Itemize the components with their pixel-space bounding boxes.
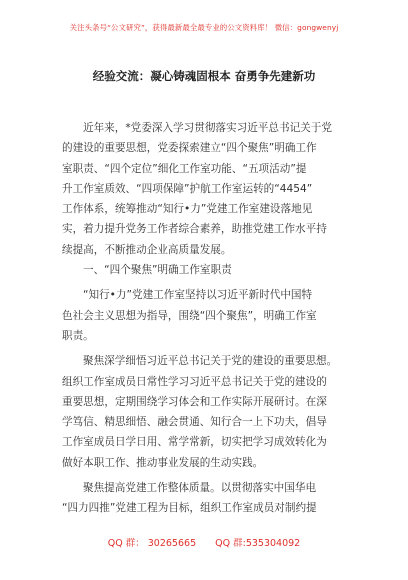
section-heading: 一、“四个聚焦”明确工作室职责 — [83, 264, 232, 277]
paragraph-line: “知行•力”党建工作室坚持以习近平新时代中国特 — [83, 289, 313, 302]
paragraph-line: 工作体系，统筹推动“知行•力”党建工作室建设落地见 — [62, 203, 313, 216]
paragraph-line: 升工作室质效、“四项保障”护航工作室运转的“4454” — [62, 182, 313, 195]
paragraph-line: 室职责、“四个定位”细化工作室功能、“五项活动”提 — [62, 162, 307, 175]
paragraph-line: 实，着力提升党务工作者综合素养，助推党建工作水平持 — [62, 223, 327, 236]
top-banner: 关注头条号“公文研究”，获得最新最全最专业的公文资料库！ 微信：gongwenyj — [69, 23, 339, 32]
footer — [0, 535, 408, 549]
paragraph-line: 学笃信、精思细悟、融会贯通、知行合一上下功夫，倡导 — [62, 416, 327, 429]
footer-qq-group-1: QQ 群： 30265665 — [107, 538, 197, 549]
paragraph-line: 组织工作室成员日常性学习习近平总书记关于党的建设的 — [62, 375, 327, 388]
page-title: 经验交流：凝心铸魂固根本 奋勇争先建新功 — [92, 69, 316, 83]
paragraph-line: 职责。 — [62, 329, 94, 342]
paragraph-line: 聚焦深学细悟习近平总书记关于党的建设的重要思想。 — [83, 355, 338, 368]
document-body — [62, 118, 352, 519]
paragraph-line: 聚焦提高党建工作整体质量。以贯彻落实中国华电 — [83, 482, 317, 495]
paragraph-line: 工作室成员日学日用、常学常新，切实把学习成效转化为 — [62, 436, 327, 449]
paragraph-line: 续提高，不断推动企业高质量发展。 — [62, 243, 232, 256]
paragraph-line: 做好本职工作、推动事业发展的生动实践。 — [62, 456, 264, 469]
paragraph-line: 近年来，*党委深入学习贯彻落实习近平总书记关于党 — [83, 122, 332, 134]
paragraph-line: 重要思想，定期围绕学习体会和工作实际开展研讨。在深 — [62, 395, 327, 408]
paragraph-line: “四力四推”党建工程为目标，组织工作室成员对制约提 — [62, 502, 317, 515]
footer-qq-group-2: QQ 群:535304092 — [215, 538, 301, 549]
paragraph-line: 色社会主义思想为指导，围绕“四个聚焦”，明确工作室 — [62, 309, 317, 322]
paragraph-line: 的建设的重要思想，党委探索建立“四个聚焦”明确工作 — [62, 142, 317, 155]
